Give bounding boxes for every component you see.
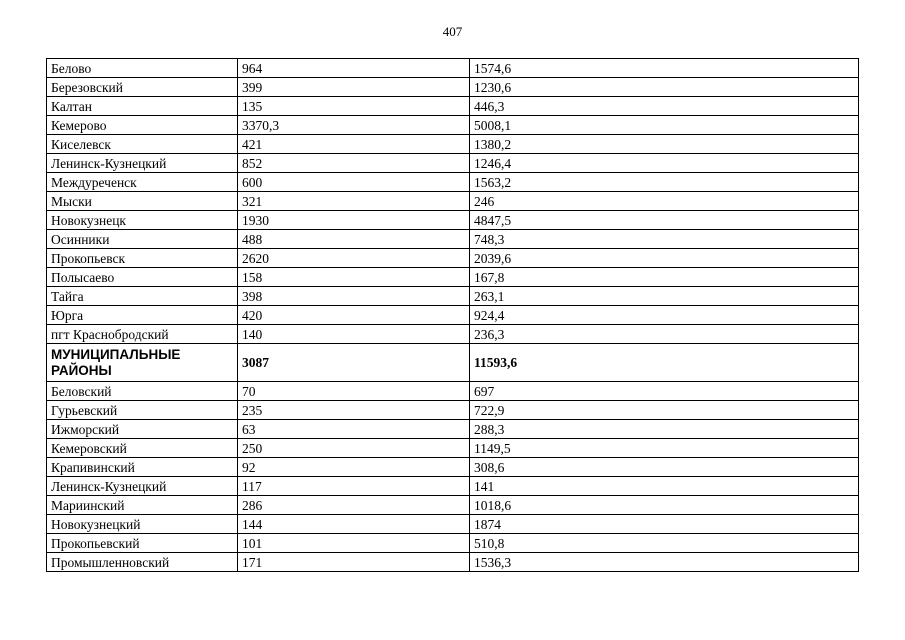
table-row xyxy=(47,401,859,420)
name-cell: Промышленновский xyxy=(47,553,238,572)
table-row xyxy=(47,154,859,173)
table-row xyxy=(47,477,859,496)
value-cell-2: 722,9 xyxy=(470,401,859,420)
value-cell-1: 250 xyxy=(238,439,470,458)
name-cell: пгт Краснобродский xyxy=(47,325,238,344)
table-row xyxy=(47,135,859,154)
value-cell-1: 117 xyxy=(238,477,470,496)
name-cell: Кемеровский xyxy=(47,439,238,458)
value-cell-1: 286 xyxy=(238,496,470,515)
section-header-row xyxy=(47,344,859,382)
value-cell-1: 70 xyxy=(238,382,470,401)
name-cell: Юрга xyxy=(47,306,238,325)
value-cell-2: 1380,2 xyxy=(470,135,859,154)
value-cell-2: 236,3 xyxy=(470,325,859,344)
table-row xyxy=(47,287,859,306)
value-cell-2: 510,8 xyxy=(470,534,859,553)
table-row xyxy=(47,97,859,116)
value-cell-2: 748,3 xyxy=(470,230,859,249)
table-row xyxy=(47,325,859,344)
value-cell-2: 1246,4 xyxy=(470,154,859,173)
value-cell-2: 1574,6 xyxy=(470,59,859,78)
section-value-cell-1: 3087 xyxy=(238,344,470,382)
name-cell: Мыски xyxy=(47,192,238,211)
value-cell-1: 399 xyxy=(238,78,470,97)
name-cell: Мариинский xyxy=(47,496,238,515)
table-row xyxy=(47,116,859,135)
name-cell: Прокопьевский xyxy=(47,534,238,553)
value-cell-1: 63 xyxy=(238,420,470,439)
table-row xyxy=(47,249,859,268)
name-cell: Новокузнецк xyxy=(47,211,238,230)
section-name-line-2: РАЙОНЫ xyxy=(51,363,112,378)
value-cell-1: 600 xyxy=(238,173,470,192)
table-row xyxy=(47,306,859,325)
name-cell: Осинники xyxy=(47,230,238,249)
value-cell-2: 4847,5 xyxy=(470,211,859,230)
name-cell: Ленинск-Кузнецкий xyxy=(47,477,238,496)
name-cell: Полысаево xyxy=(47,268,238,287)
value-cell-1: 235 xyxy=(238,401,470,420)
data-table xyxy=(46,58,859,572)
value-cell-1: 420 xyxy=(238,306,470,325)
value-cell-1: 321 xyxy=(238,192,470,211)
value-cell-2: 697 xyxy=(470,382,859,401)
value-cell-1: 158 xyxy=(238,268,470,287)
name-cell: Крапивинский xyxy=(47,458,238,477)
table-row xyxy=(47,78,859,97)
value-cell-2: 1018,6 xyxy=(470,496,859,515)
value-cell-1: 3370,3 xyxy=(238,116,470,135)
name-cell: Новокузнецкий xyxy=(47,515,238,534)
table-row xyxy=(47,382,859,401)
table-row xyxy=(47,268,859,287)
value-cell-2: 1149,5 xyxy=(470,439,859,458)
section-value-cell-2: 11593,6 xyxy=(470,344,859,382)
value-cell-2: 1230,6 xyxy=(470,78,859,97)
name-cell: Гурьевский xyxy=(47,401,238,420)
value-cell-2: 263,1 xyxy=(470,287,859,306)
value-cell-1: 488 xyxy=(238,230,470,249)
table-row xyxy=(47,192,859,211)
name-cell: Калтан xyxy=(47,97,238,116)
value-cell-1: 144 xyxy=(238,515,470,534)
table-row xyxy=(47,211,859,230)
section-name-cell xyxy=(47,344,238,382)
name-cell: Прокопьевск xyxy=(47,249,238,268)
table-row xyxy=(47,496,859,515)
name-cell: Тайга xyxy=(47,287,238,306)
table-row xyxy=(47,173,859,192)
name-cell: Белово xyxy=(47,59,238,78)
value-cell-2: 1536,3 xyxy=(470,553,859,572)
page-number: 407 xyxy=(442,24,463,39)
name-cell: Ижморский xyxy=(47,420,238,439)
value-cell-1: 135 xyxy=(238,97,470,116)
value-cell-2: 141 xyxy=(470,477,859,496)
value-cell-1: 92 xyxy=(238,458,470,477)
value-cell-1: 171 xyxy=(238,553,470,572)
value-cell-2: 167,8 xyxy=(470,268,859,287)
value-cell-1: 2620 xyxy=(238,249,470,268)
value-cell-2: 308,6 xyxy=(470,458,859,477)
value-cell-2: 288,3 xyxy=(470,420,859,439)
value-cell-2: 5008,1 xyxy=(470,116,859,135)
name-cell: Ленинск-Кузнецкий xyxy=(47,154,238,173)
value-cell-1: 421 xyxy=(238,135,470,154)
value-cell-1: 964 xyxy=(238,59,470,78)
value-cell-2: 1563,2 xyxy=(470,173,859,192)
value-cell-2: 246 xyxy=(470,192,859,211)
name-cell: Беловский xyxy=(47,382,238,401)
value-cell-2: 446,3 xyxy=(470,97,859,116)
name-cell: Кемерово xyxy=(47,116,238,135)
value-cell-1: 101 xyxy=(238,534,470,553)
table-row xyxy=(47,230,859,249)
table-row xyxy=(47,458,859,477)
section-name-line-1: МУНИЦИПАЛЬНЫЕ xyxy=(51,347,181,362)
name-cell: Киселевск xyxy=(47,135,238,154)
table-row xyxy=(47,515,859,534)
table-row xyxy=(47,534,859,553)
value-cell-1: 1930 xyxy=(238,211,470,230)
value-cell-1: 852 xyxy=(238,154,470,173)
name-cell: Междуреченск xyxy=(47,173,238,192)
name-cell: Березовский xyxy=(47,78,238,97)
table-row xyxy=(47,420,859,439)
value-cell-1: 140 xyxy=(238,325,470,344)
table-row xyxy=(47,439,859,458)
value-cell-1: 398 xyxy=(238,287,470,306)
table-row xyxy=(47,59,859,78)
value-cell-2: 924,4 xyxy=(470,306,859,325)
table-row xyxy=(47,553,859,572)
value-cell-2: 2039,6 xyxy=(470,249,859,268)
value-cell-2: 1874 xyxy=(470,515,859,534)
